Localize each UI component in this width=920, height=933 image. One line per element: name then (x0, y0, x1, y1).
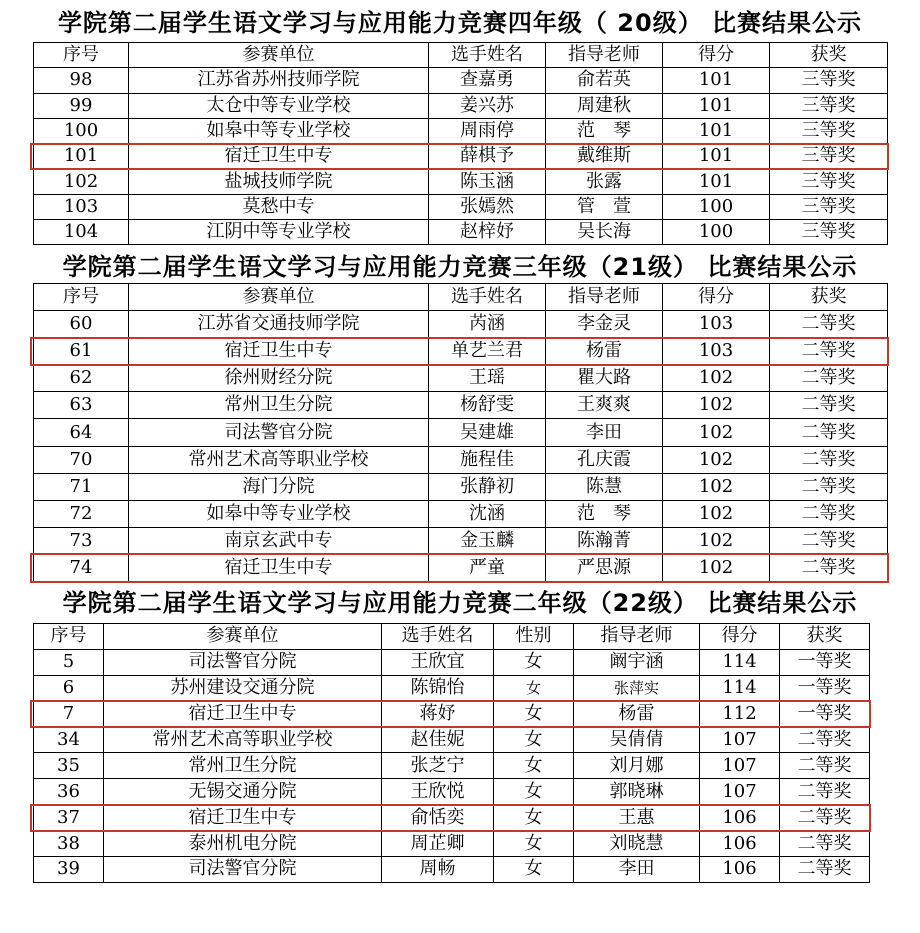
table-row (34, 220, 888, 245)
table-row (34, 118, 888, 143)
table-cell: 周畅 (382, 857, 494, 883)
table-cell: 杨舒雯 (429, 392, 546, 419)
table-cell: 如皋中等专业学校 (129, 500, 429, 527)
table-cell: 陈锦怡 (382, 675, 494, 701)
table-cell: 二等奖 (770, 527, 888, 554)
table-cell: 严思源 (546, 554, 663, 581)
table-cell: 101 (34, 144, 129, 169)
table-cell: 张萍实 (574, 675, 700, 701)
table-cell: 管 萱 (546, 194, 663, 219)
table-cell: 37 (34, 805, 104, 831)
table-cell: 孔庆霞 (546, 446, 663, 473)
table-cell: 泰州机电分院 (104, 831, 382, 857)
table-cell: 宿迁卫生中专 (129, 338, 429, 365)
column-header: 得分 (663, 284, 770, 311)
table-cell: 杨雷 (574, 701, 700, 727)
table-cell: 100 (663, 220, 770, 245)
column-header: 指导老师 (546, 43, 663, 68)
table-cell: 71 (34, 473, 129, 500)
table-cell: 61 (34, 338, 129, 365)
table-cell: 杨雷 (546, 338, 663, 365)
table-cell: 王爽爽 (546, 392, 663, 419)
table-cell: 赵佳妮 (382, 727, 494, 753)
table-cell: 周雨停 (429, 118, 546, 143)
table-cell: 陈瀚菁 (546, 527, 663, 554)
column-header: 选手姓名 (382, 624, 494, 650)
table-cell: 三等奖 (770, 93, 888, 118)
column-header: 参赛单位 (129, 43, 429, 68)
table-cell: 36 (34, 779, 104, 805)
table-cell: 王欣悦 (382, 779, 494, 805)
column-header: 得分 (663, 43, 770, 68)
table-cell: 范 琴 (546, 118, 663, 143)
table-cell: 二等奖 (770, 500, 888, 527)
column-header: 序号 (34, 624, 104, 650)
table-cell: 二等奖 (770, 311, 888, 338)
table-cell: 单艺兰君 (429, 338, 546, 365)
table-cell: 张露 (546, 169, 663, 194)
table-cell: 二等奖 (770, 554, 888, 581)
table-cell: 103 (663, 338, 770, 365)
table-cell: 112 (700, 701, 780, 727)
table-row (34, 500, 888, 527)
table-cell: 李田 (546, 419, 663, 446)
table-cell: 二等奖 (770, 365, 888, 392)
table-cell: 施程佳 (429, 446, 546, 473)
table-cell: 司法警官分院 (129, 419, 429, 446)
table-cell: 102 (663, 365, 770, 392)
table-cell: 刘晓慧 (574, 831, 700, 857)
table-cell: 106 (700, 805, 780, 831)
table-cell: 102 (663, 500, 770, 527)
table-cell: 70 (34, 446, 129, 473)
table-cell: 海门分院 (129, 473, 429, 500)
table-cell: 苏州建设交通分院 (104, 675, 382, 701)
column-header: 参赛单位 (104, 624, 382, 650)
column-header: 获奖 (770, 284, 888, 311)
table-cell: 101 (663, 118, 770, 143)
table-row (34, 831, 870, 857)
table-row (34, 675, 870, 701)
table-cell: 周建秋 (546, 93, 663, 118)
table-cell: 102 (663, 554, 770, 581)
table-cell: 二等奖 (780, 727, 870, 753)
table-cell: 如皋中等专业学校 (129, 118, 429, 143)
table-cell: 98 (34, 68, 129, 93)
table-cell: 女 (494, 831, 574, 857)
table-cell: 二等奖 (780, 857, 870, 883)
table-cell: 女 (494, 701, 574, 727)
column-header: 选手姓名 (429, 43, 546, 68)
table-cell: 宿迁卫生中专 (104, 805, 382, 831)
table-cell: 俞恬奕 (382, 805, 494, 831)
table-cell: 5 (34, 649, 104, 675)
table-cell: 瞿大路 (546, 365, 663, 392)
column-header: 获奖 (770, 43, 888, 68)
column-header: 序号 (34, 43, 129, 68)
table-cell: 一等奖 (780, 675, 870, 701)
table-row (34, 144, 888, 169)
table-row (34, 753, 870, 779)
table-row (34, 779, 870, 805)
table-cell: 三等奖 (770, 169, 888, 194)
column-header: 性别 (494, 624, 574, 650)
table-cell: 二等奖 (770, 473, 888, 500)
table-cell: 薛棋予 (429, 144, 546, 169)
table-cell: 常州艺术高等职业学校 (104, 727, 382, 753)
table-cell: 郭晓琳 (574, 779, 700, 805)
table-cell: 39 (34, 857, 104, 883)
table-cell: 三等奖 (770, 220, 888, 245)
table-cell: 107 (700, 753, 780, 779)
table-header-row (34, 284, 888, 311)
table-cell: 63 (34, 392, 129, 419)
table-cell: 吴建雄 (429, 419, 546, 446)
table-cell: 金玉麟 (429, 527, 546, 554)
table-cell: 二等奖 (770, 446, 888, 473)
table-cell: 7 (34, 701, 104, 727)
table-cell: 李金灵 (546, 311, 663, 338)
table-cell: 宿迁卫生中专 (129, 144, 429, 169)
results-table-grade2 (33, 623, 870, 883)
table-cell: 一等奖 (780, 649, 870, 675)
table-cell: 司法警官分院 (104, 857, 382, 883)
table-header-row (34, 43, 888, 68)
table-cell: 女 (494, 727, 574, 753)
table-row (34, 365, 888, 392)
column-header: 获奖 (780, 624, 870, 650)
column-header: 指导老师 (546, 284, 663, 311)
table-cell: 38 (34, 831, 104, 857)
table-cell: 34 (34, 727, 104, 753)
table-cell: 60 (34, 311, 129, 338)
table-cell: 司法警官分院 (104, 649, 382, 675)
table-cell: 100 (34, 118, 129, 143)
table-cell: 107 (700, 779, 780, 805)
table-cell: 女 (494, 857, 574, 883)
table-cell: 南京玄武中专 (129, 527, 429, 554)
table-row (34, 311, 888, 338)
table-cell: 张嫣然 (429, 194, 546, 219)
table-cell: 吴倩倩 (574, 727, 700, 753)
table-cell: 陈玉涵 (429, 169, 546, 194)
table-cell: 106 (700, 831, 780, 857)
column-header: 序号 (34, 284, 129, 311)
table-cell: 赵梓妤 (429, 220, 546, 245)
table-cell: 6 (34, 675, 104, 701)
table-cell: 二等奖 (770, 392, 888, 419)
section-title-grade3: 学院第二届学生语文学习与应用能力竞赛三年级（21级） 比赛结果公示 (62, 253, 858, 281)
table-cell: 宿迁卫生中专 (104, 701, 382, 727)
table-cell: 刘月娜 (574, 753, 700, 779)
table-cell: 张静初 (429, 473, 546, 500)
table-cell: 二等奖 (770, 338, 888, 365)
table-cell: 二等奖 (780, 831, 870, 857)
table-cell: 江阴中等专业学校 (129, 220, 429, 245)
column-header: 指导老师 (574, 624, 700, 650)
table-cell: 沈涵 (429, 500, 546, 527)
table-cell: 俞若英 (546, 68, 663, 93)
table-row (34, 473, 888, 500)
table-cell: 女 (494, 779, 574, 805)
table-row (34, 392, 888, 419)
table-cell: 无锡交通分院 (104, 779, 382, 805)
table-cell: 王欣宜 (382, 649, 494, 675)
table-cell: 王瑶 (429, 365, 546, 392)
table-cell: 107 (700, 727, 780, 753)
table-cell: 二等奖 (780, 805, 870, 831)
table-cell: 严童 (429, 554, 546, 581)
table-cell: 101 (663, 144, 770, 169)
results-table-grade3 (33, 283, 888, 582)
table-row (34, 554, 888, 581)
table-cell: 102 (663, 392, 770, 419)
table-cell: 三等奖 (770, 118, 888, 143)
table-cell: 二等奖 (780, 753, 870, 779)
table-cell: 三等奖 (770, 194, 888, 219)
table-cell: 102 (663, 419, 770, 446)
table-row (34, 527, 888, 554)
table-cell: 104 (34, 220, 129, 245)
table-cell: 106 (700, 857, 780, 883)
table-row (34, 93, 888, 118)
table-cell: 101 (663, 169, 770, 194)
column-header: 得分 (700, 624, 780, 650)
table-cell: 江苏省交通技师学院 (129, 311, 429, 338)
table-cell: 女 (494, 805, 574, 831)
table-cell: 102 (663, 473, 770, 500)
table-cell: 三等奖 (770, 144, 888, 169)
results-table-grade4 (33, 42, 888, 245)
table-cell: 常州艺术高等职业学校 (129, 446, 429, 473)
table-row (34, 701, 870, 727)
table-cell: 阚宇涵 (574, 649, 700, 675)
table-cell: 太仓中等专业学校 (129, 93, 429, 118)
table-cell: 江苏省苏州技师学院 (129, 68, 429, 93)
table-cell: 103 (34, 194, 129, 219)
table-cell: 73 (34, 527, 129, 554)
section-title-grade2: 学院第二届学生语文学习与应用能力竞赛二年级（22级） 比赛结果公示 (62, 589, 858, 617)
table-cell: 张芝宁 (382, 753, 494, 779)
table-cell: 周芷卿 (382, 831, 494, 857)
table-cell: 101 (663, 68, 770, 93)
table-cell: 103 (663, 311, 770, 338)
table-row (34, 727, 870, 753)
table-cell: 莫愁中专 (129, 194, 429, 219)
table-cell: 64 (34, 419, 129, 446)
table-cell: 吴长海 (546, 220, 663, 245)
table-cell: 100 (663, 194, 770, 219)
table-cell: 戴维斯 (546, 144, 663, 169)
table-cell: 范 琴 (546, 500, 663, 527)
table-row (34, 805, 870, 831)
table-row (34, 857, 870, 883)
table-cell: 姜兴苏 (429, 93, 546, 118)
table-cell: 蒋妤 (382, 701, 494, 727)
table-cell: 102 (34, 169, 129, 194)
table-cell: 62 (34, 365, 129, 392)
table-cell: 李田 (574, 857, 700, 883)
column-header: 选手姓名 (429, 284, 546, 311)
table-cell: 常州卫生分院 (129, 392, 429, 419)
table-row (34, 446, 888, 473)
table-cell: 一等奖 (780, 701, 870, 727)
table-cell: 72 (34, 500, 129, 527)
table-cell: 114 (700, 675, 780, 701)
table-cell: 101 (663, 93, 770, 118)
table-cell: 74 (34, 554, 129, 581)
table-row (34, 338, 888, 365)
table-cell: 102 (663, 527, 770, 554)
table-row (34, 419, 888, 446)
table-cell: 芮涵 (429, 311, 546, 338)
table-cell: 王惠 (574, 805, 700, 831)
table-row (34, 194, 888, 219)
table-cell: 女 (494, 675, 574, 701)
table-cell: 二等奖 (770, 419, 888, 446)
table-cell: 陈慧 (546, 473, 663, 500)
table-cell: 35 (34, 753, 104, 779)
table-cell: 114 (700, 649, 780, 675)
table-cell: 三等奖 (770, 68, 888, 93)
table-cell: 盐城技师学院 (129, 169, 429, 194)
table-cell: 二等奖 (780, 779, 870, 805)
table-cell: 徐州财经分院 (129, 365, 429, 392)
table-row (34, 68, 888, 93)
table-row (34, 169, 888, 194)
table-cell: 99 (34, 93, 129, 118)
table-cell: 女 (494, 649, 574, 675)
table-cell: 宿迁卫生中专 (129, 554, 429, 581)
table-header-row (34, 624, 870, 650)
table-cell: 102 (663, 446, 770, 473)
table-row (34, 649, 870, 675)
table-cell: 查嘉勇 (429, 68, 546, 93)
column-header: 参赛单位 (129, 284, 429, 311)
section-title-grade4: 学院第二届学生语文学习与应用能力竞赛四年级（ 20级） 比赛结果公示 (57, 9, 863, 37)
table-cell: 女 (494, 753, 574, 779)
table-cell: 常州卫生分院 (104, 753, 382, 779)
